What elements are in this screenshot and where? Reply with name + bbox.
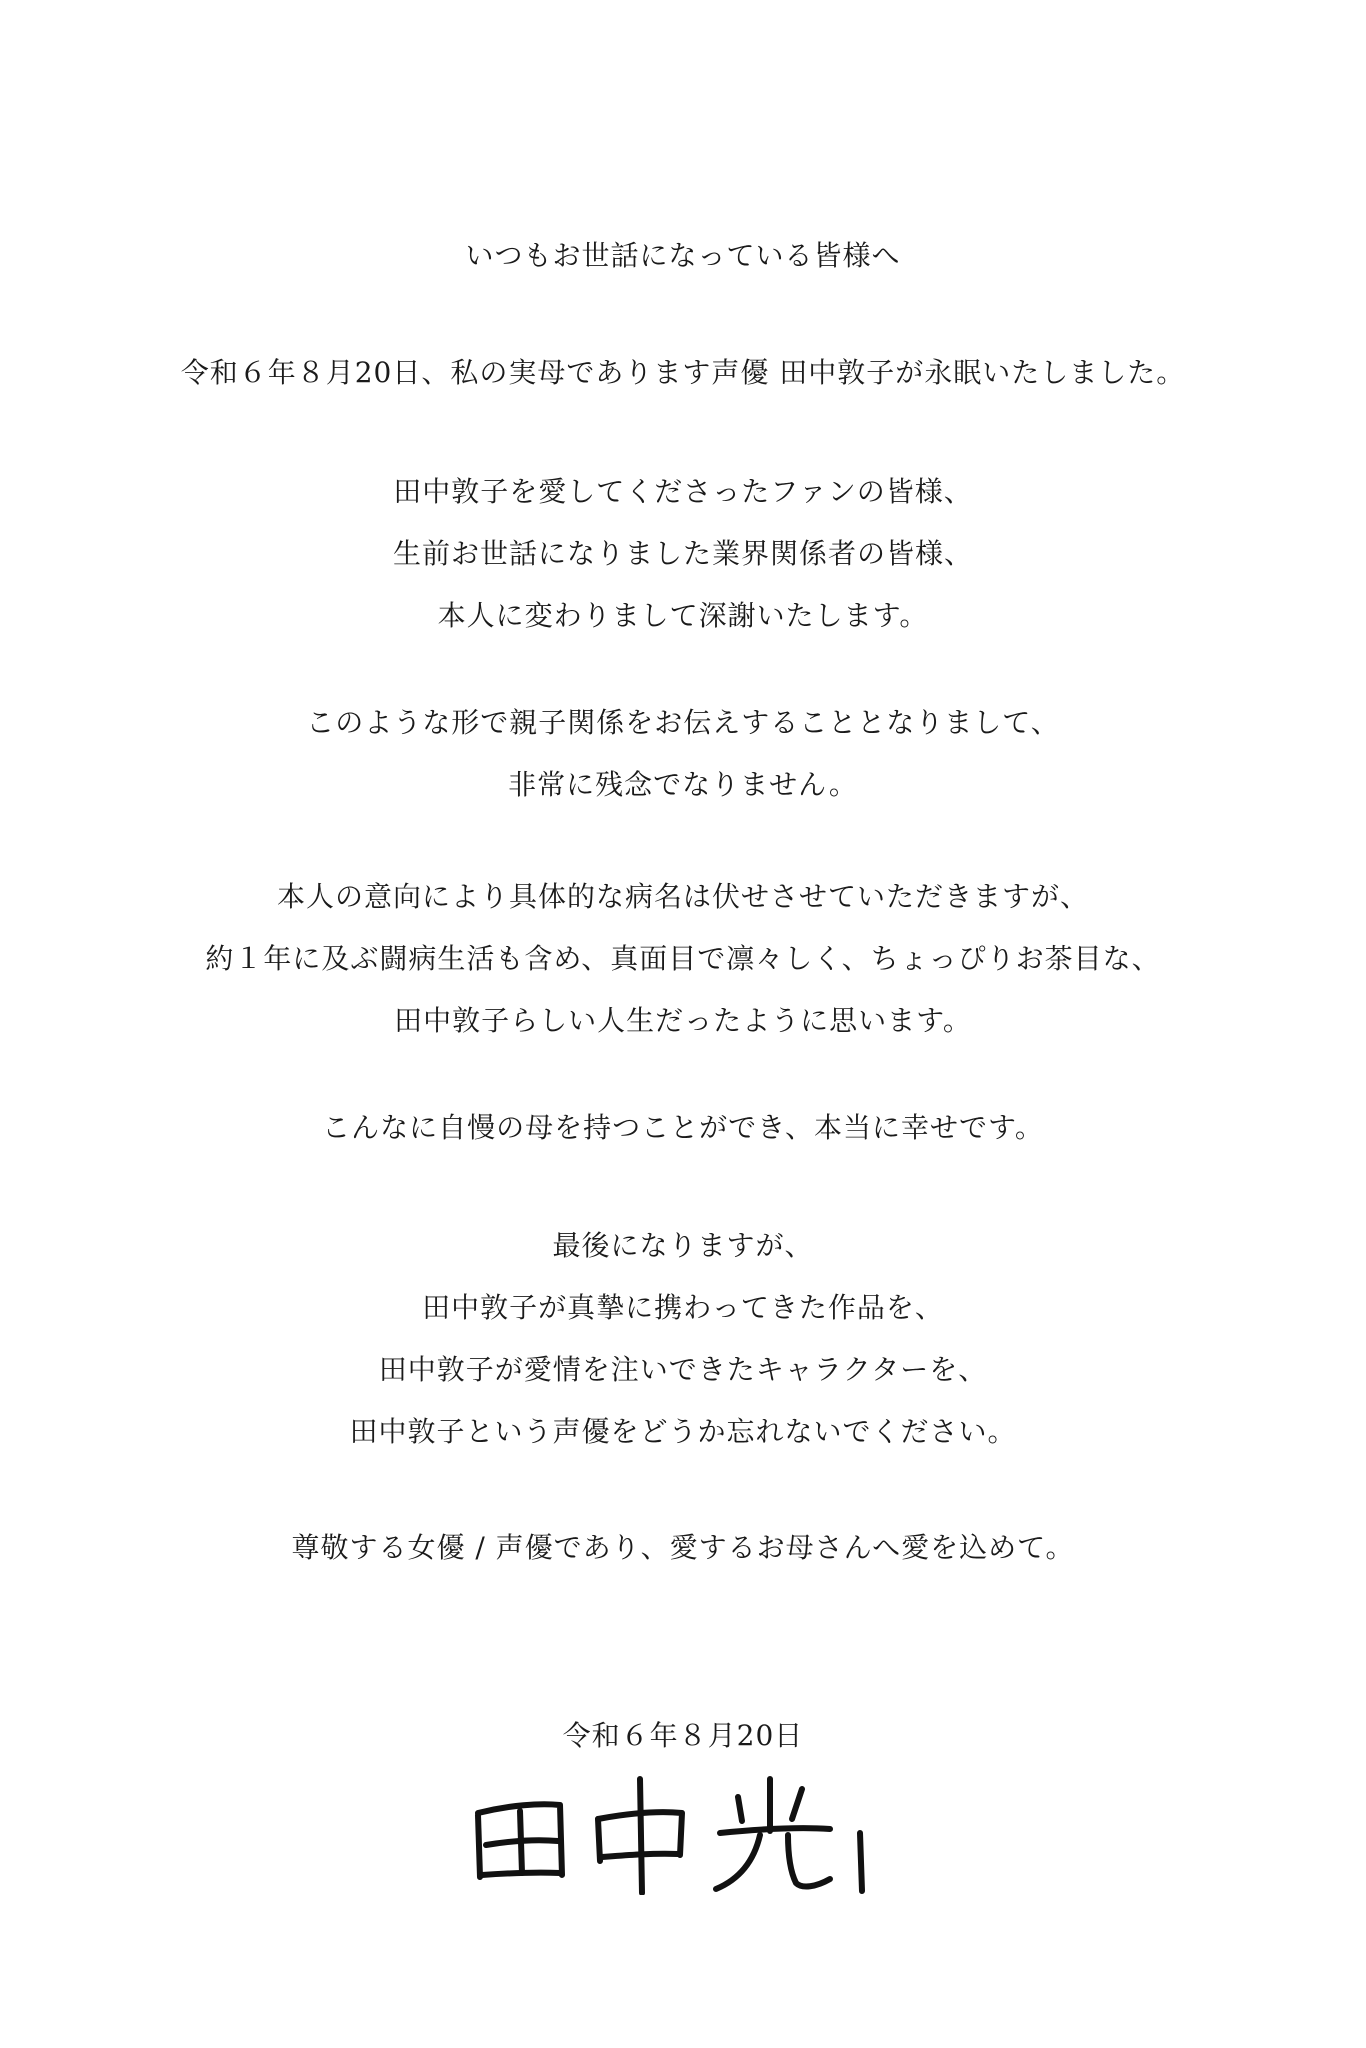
pride-paragraph	[0, 1097, 1366, 1159]
thanks-paragraph	[0, 461, 1366, 647]
paragraph-line: 最後になりますが、	[552, 1229, 814, 1262]
paragraph-line: 本人に変わりまして深謝いたします。	[437, 599, 929, 632]
pride-text: こんなに自慢の母を持つことができ、本当に幸せです。	[322, 1111, 1044, 1144]
announcement-text: 令和６年８月20日、私の実母であります声優 田中敦子が永眠いたしました。	[180, 356, 1186, 389]
life-paragraph	[0, 866, 1366, 1052]
salutation-text: いつもお世話になっている皆様へ	[465, 239, 901, 272]
handwritten-signature	[470, 1775, 890, 1895]
paragraph-line: 田中敦子が真摯に携わってきた作品を、	[422, 1291, 944, 1324]
regret-paragraph	[0, 692, 1366, 816]
salutation	[0, 225, 1366, 287]
closing-text: 尊敬する女優 / 声優であり、愛するお母さんへ愛を込めて。	[291, 1531, 1075, 1564]
paragraph-line: 約１年に及ぶ闘病生活も含め、真面目で凛々しく、ちょっぴりお茶目な、	[205, 942, 1161, 975]
paragraph-line: 非常に残念でなりません。	[508, 768, 858, 801]
paragraph-line: 田中敦子が愛情を注いできたキャラクターを、	[378, 1353, 988, 1386]
paragraph-line: 田中敦子を愛してくださったファンの皆様、	[393, 475, 973, 508]
paragraph-line: このような形で親子関係をお伝えすることとなりまして、	[306, 706, 1060, 739]
announcement	[0, 342, 1366, 404]
letter-date	[0, 1705, 1366, 1767]
date-text: 令和６年８月20日	[562, 1719, 804, 1752]
paragraph-line: 田中敦子らしい人生だったように思います。	[394, 1004, 972, 1037]
paragraph-line: 生前お世話になりました業界関係者の皆様、	[392, 537, 973, 570]
closing-paragraph	[0, 1517, 1366, 1579]
request-paragraph	[0, 1215, 1366, 1463]
paragraph-line: 田中敦子という声優をどうか忘れないでください。	[349, 1415, 1017, 1448]
paragraph-line: 本人の意向により具体的な病名は伏せさせていただきますが、	[276, 880, 1089, 913]
